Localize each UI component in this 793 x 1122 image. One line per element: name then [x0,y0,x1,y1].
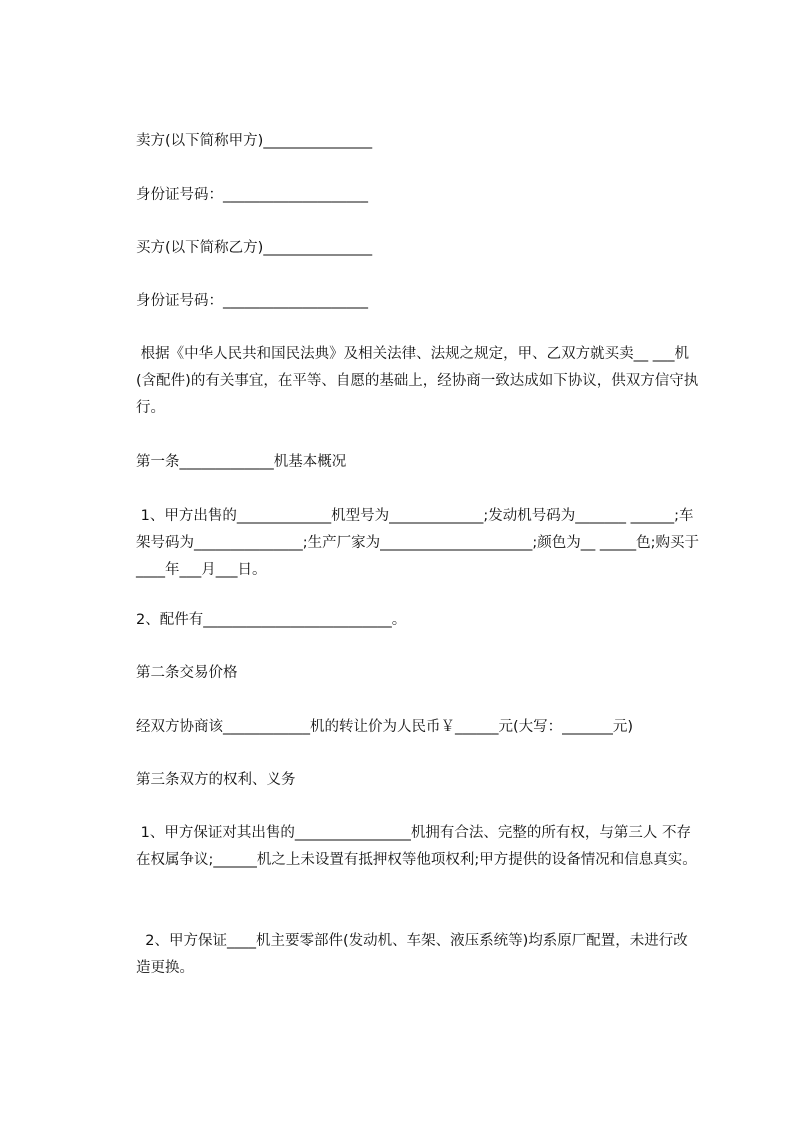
article1-title: 第一条_____________机基本概况 [136,454,347,470]
article3-item1: 1、甲方保证对其出售的________________机拥有合法、完整的所有权，与第三人 不存在权属争议;______机之上未设置有抵押权等他项权利;甲方提供的设备情况和信息真实。 [136,825,697,868]
article3-item2: 2、甲方保证____机主要零部件(发动机、车架、液压系统等)均系原厂配置，未进行改造更换。 [136,933,688,976]
article2-title: 第二条交易价格 [136,665,238,681]
seller-id-line: 身份证号码：____________________ [136,187,368,203]
buyer-line: 买方(以下简称乙方)_______________ [136,240,373,256]
article1-item2: 2、配件有__________________________。 [136,612,407,628]
article2-body: 经双方协商该____________机的转让价为人民币￥______元(大写：_______元) [136,719,634,735]
article1-item1: 1、甲方出售的_____________机型号为_____________;发动机号码为_______ ______;车架号码为_______________;生产厂家为_____________________;颜色为__ _____色;购买于____年___月___日。 [136,508,700,578]
seller-line: 卖方(以下简称甲方)_______________ [136,133,373,149]
preamble-paragraph: 根据《中华人民共和国民法典》及相关法律、法规之规定，甲、乙双方就买卖__ ___机(含配件)的有关事宜，在平等、自愿的基础上，经协商一致达成如下协议，供双方信守执行。 [136,346,699,416]
article3-title: 第三条双方的权利、义务 [136,772,296,788]
buyer-id-line: 身份证号码：____________________ [136,293,368,309]
